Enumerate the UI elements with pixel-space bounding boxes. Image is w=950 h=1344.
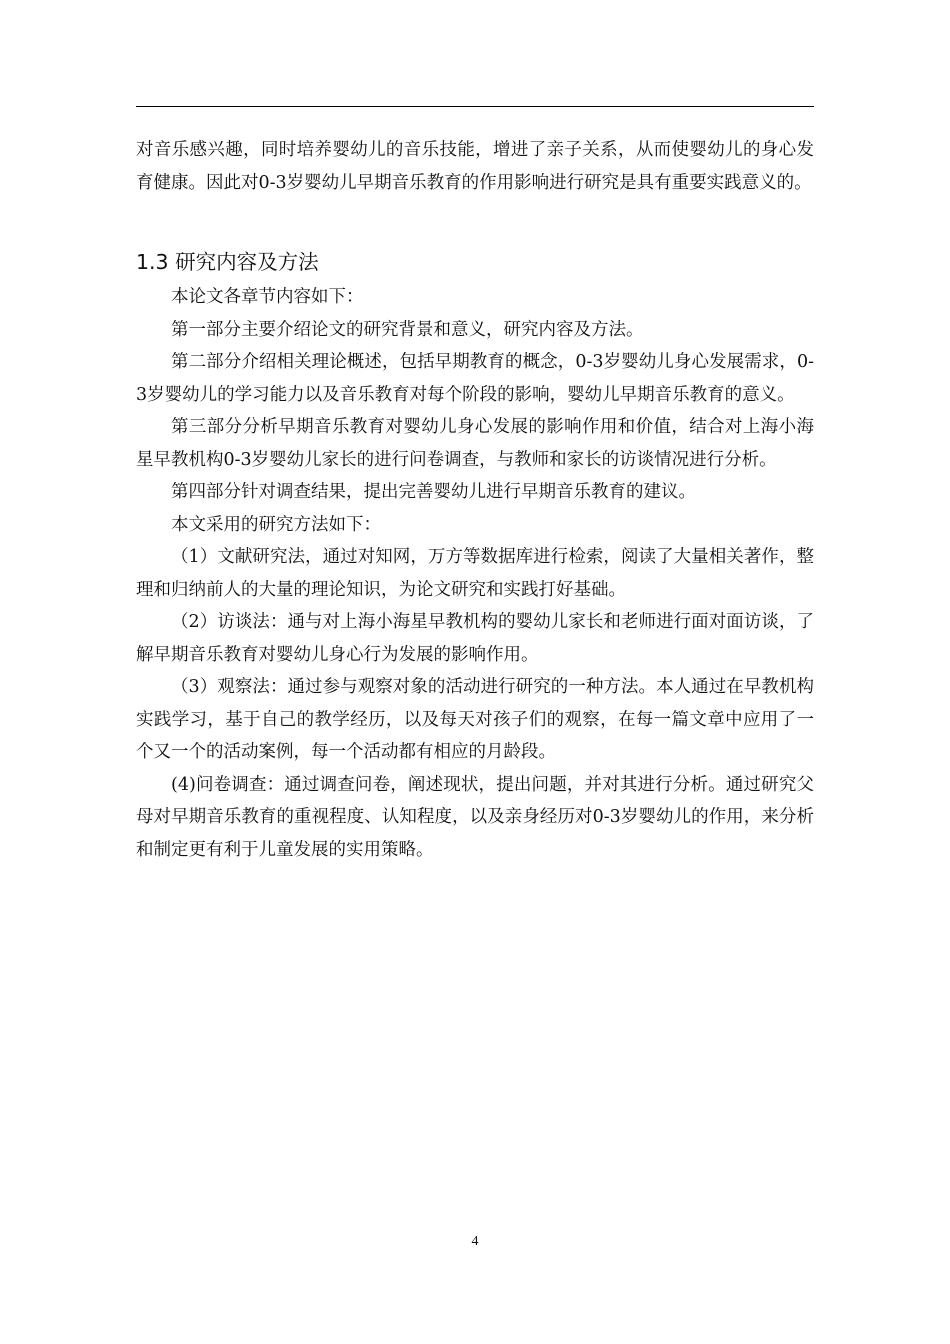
paragraph-part-two: 第二部分介绍相关理论概述，包括早期教育的概念，0-3岁婴幼儿身心发展需求，0-3岁婴幼儿的学习能力以及音乐教育对每个阶段的影响，婴幼儿早期音乐教育的意义。: [136, 352, 814, 405]
paragraph-part-three: 第三部分分析早期音乐教育对婴幼儿身心发展的影响作用和价值，结合对上海小海星早教机构0-3岁婴幼儿家长的进行问卷调查，与教师和家长的访谈情况进行分析。: [136, 417, 814, 470]
paragraph-method-observation: （3）观察法：通过参与观察对象的活动进行研究的一种方法。本人通过在早教机构实践学习，基于自己的教学经历，以及每天对孩子们的观察，在每一篇文章中应用了一个又一个的活动案例，每一个活动都有相应的月龄段。: [136, 677, 814, 762]
page-body: [136, 134, 814, 866]
paragraph-method-questionnaire: (4)问卷调查：通过调查问卷，阐述现状，提出问题，并对其进行分析。通过研究父母对早期音乐教育的重视程度、认知程度，以及亲身经历对0-3岁婴幼儿的作用，来分析和制定更有利于儿童发展的实用策略。: [136, 774, 814, 860]
paragraph-method-interview: （2）访谈法：通与对上海小海星早教机构的婴幼儿家长和老师进行面对面访谈，了解早期音乐教育对婴幼儿身心行为发展的影响作用。: [136, 612, 814, 665]
section-heading: 1.3 研究内容及方法: [136, 250, 319, 274]
page-number: 4: [471, 1234, 479, 1249]
header-rule: [136, 106, 814, 107]
paragraph-method-literature: （1）文献研究法，通过对知网，万方等数据库进行检索，阅读了大量相关著作，整理和归纳前人的大量的理论知识，为论文研究和实践打好基础。: [136, 547, 814, 600]
continuation-paragraph: 对音乐感兴趣，同时培养婴幼儿的音乐技能，增进了亲子关系，从而使婴幼儿的身心发育健康。因此对0-3岁婴幼儿早期音乐教育的作用影响进行研究是具有重要实践意义的。: [136, 140, 814, 193]
paragraph-part-one: 第一部分主要介绍论文的研究背景和意义，研究内容及方法。: [171, 319, 644, 340]
paragraph-methods-intro: 本文采用的研究方法如下：: [171, 514, 381, 535]
paragraph-part-four: 第四部分针对调查结果，提出完善婴幼儿进行早期音乐教育的建议。: [171, 482, 696, 502]
paragraph-chapter-intro: 本论文各章节内容如下：: [171, 287, 364, 307]
